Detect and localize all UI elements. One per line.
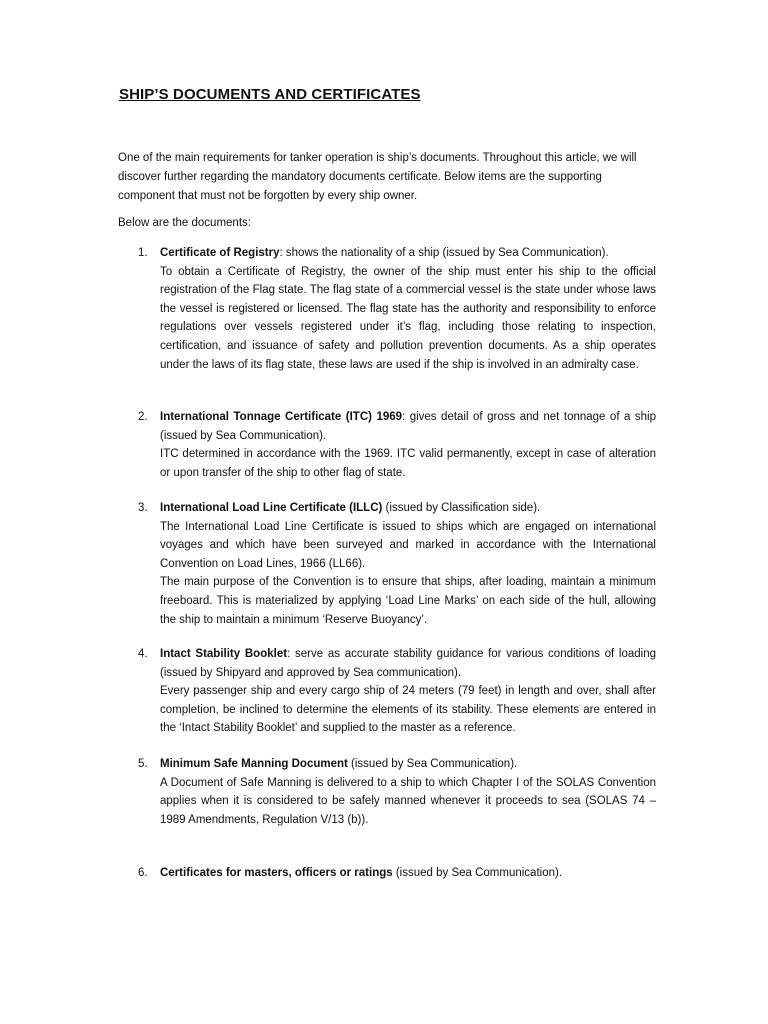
intro-paragraph: One of the main requirements for tanker operation is ship’s documents. Throughout this article, we will discover further regarding the mandatory documents certificate. Below items are the supporting component that must not be forgotten by every ship owner. — [118, 152, 637, 202]
list-item-certificates-for-masters — [138, 864, 656, 883]
list-item-name: International Load Line Certificate (ILLC) — [160, 502, 383, 514]
list-item-intact-stability-booklet — [138, 645, 656, 738]
list-item-number: 5. — [138, 758, 148, 770]
list-item-minimum-safe-manning-document — [138, 755, 656, 829]
list-item-number: 2. — [138, 411, 148, 423]
list-item-summary: : serve as accurate stability guidance for various conditions of loading (issued by Shipyard and approved by Sea communication). — [160, 648, 656, 679]
list-item-summary: (issued by Sea Communication). — [392, 867, 563, 879]
list-item-name: Minimum Safe Manning Document — [160, 758, 348, 770]
lead-text: Below are the documents: — [118, 217, 251, 229]
list-item-paragraph: A Document of Safe Manning is delivered to a ship to which Chapter I of the SOLAS Convention applies when it is considered to be safely manned whenever it proceeds to sea (SOLAS 74 – 1989 Amendments, Regulation V/13 (b)). — [160, 776, 656, 826]
list-item-number: 4. — [138, 648, 148, 660]
list-item-summary: (issued by Classification side). — [382, 502, 541, 514]
list-item-number: 6. — [138, 867, 148, 879]
list-item-name: Intact Stability Booklet — [160, 648, 288, 660]
list-item-name: International Tonnage Certificate (ITC) 1969 — [160, 411, 403, 423]
list-item-name: Certificate of Registry — [160, 247, 280, 259]
list-item-international-load-line-certificate — [138, 499, 656, 629]
list-item-summary: : gives detail of gross and net tonnage of a ship (issued by Sea Communication). — [160, 411, 656, 442]
list-item-certificate-of-registry — [138, 244, 656, 374]
list-item-paragraph: To obtain a Certificate of Registry, the owner of the ship must enter his ship to the official registration of the Flag state. The flag state of a commercial vessel is the state under whose laws the vessel is registered or licensed. The flag state has the authority and responsibility to enforce regulations over vessels registered under it’s flag, including those relating to inspection, certification, and issuance of safety and pollution prevention documents. As a ship operates under the laws of its flag state, these laws are used if the ship is involved in an admiralty case. — [160, 265, 656, 371]
list-item-paragraph: ITC determined in accordance with the 1969. ITC valid permanently, except in case of alteration or upon transfer of the ship to other flag of state. — [160, 448, 656, 479]
list-item-name: Certificates for masters, officers or ratings — [160, 867, 393, 879]
list-item-summary: : shows the nationality of a ship (issued by Sea Communication). — [279, 247, 609, 259]
list-item-international-tonnage-certificate — [138, 408, 656, 482]
list-item-number: 1. — [138, 247, 148, 259]
list-item-paragraph: The main purpose of the Convention is to ensure that ships, after loading, maintain a minimum freeboard. This is materialized by applying ‘Load Line Marks’ on each side of the hull, allowing the ship to maintain a minimum ‘Reserve Buoyancy’. — [160, 576, 656, 626]
list-item-summary: (issued by Sea Communication). — [347, 758, 518, 770]
list-item-paragraph: The International Load Line Certificate is issued to ships which are engaged on international voyages and which have been surveyed and marked in accordance with the International Convention on Load Lines, 1966 (LL66). — [160, 520, 656, 570]
list-item-number: 3. — [138, 502, 148, 514]
list-item-paragraph: Every passenger ship and every cargo ship of 24 meters (79 feet) in length and over, shall after completion, be inclined to determine the elements of its stability. These elements are entered in the ‘Intact Stability Booklet’ and supplied to the master as a reference. — [160, 685, 656, 735]
document-title: SHIP’S DOCUMENTS AND CERTIFICATES — [119, 86, 421, 103]
